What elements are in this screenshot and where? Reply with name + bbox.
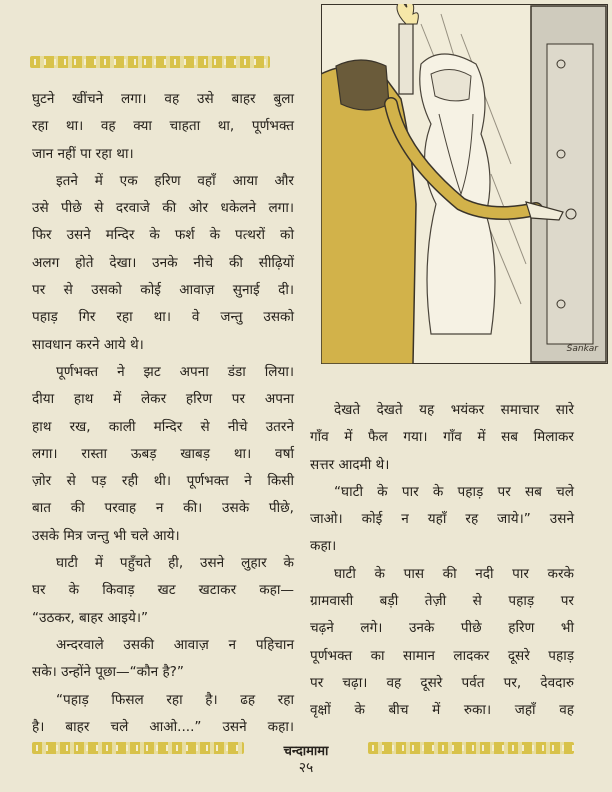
text-line: पूर्णभक्त ने झट अपना डंडा लिया। bbox=[56, 363, 294, 380]
bottom-right-decorative-border bbox=[368, 742, 574, 754]
text-line: “उठकर, बाहर आइये।” bbox=[32, 609, 149, 626]
text-line: है। बाहर चले आओ....” उसने कहा। bbox=[32, 718, 294, 735]
text-line: घाटी के पास की नदी पार करके bbox=[334, 565, 574, 582]
text-line: “पहाड़ फिसल रहा है। ढह रहा bbox=[56, 691, 294, 708]
text-line: जान नहीं पा रहा था। bbox=[32, 145, 134, 162]
text-line: बात की परवाह न की। उसके पीछे, bbox=[32, 500, 294, 517]
text-line: ग्रामवासी बड़ी तेज़ी से पहाड़ पर bbox=[310, 593, 574, 610]
magazine-title: चन्दामामा bbox=[283, 744, 329, 759]
text-line: पर चढ़ा। वह दूसरे पर्वत पर, देवदारु bbox=[310, 674, 574, 691]
text-line: वृक्षों के बीच में रुका। जहाँ वह bbox=[310, 702, 574, 719]
text-line: ज़ोर से पड़ रही थी। पूर्णभक्त ने किसी bbox=[32, 473, 294, 490]
top-decorative-border bbox=[30, 56, 270, 68]
text-line: उसे पीछे से दरवाजे की ओर धकेलने लगा। bbox=[32, 200, 294, 217]
text-line: अलग होते देखा। उनके नीचे की सीढ़ियों bbox=[32, 254, 294, 271]
story-illustration bbox=[321, 4, 608, 364]
text-line: रहा था। वह क्या चाहता था, पूर्णभक्त bbox=[32, 118, 294, 135]
text-line: “घाटी के पार के पहाड़ पर सब चले bbox=[334, 483, 574, 500]
text-line: हाथ रख, काली मन्दिर से नीचे उतरने bbox=[32, 418, 294, 435]
text-line: उसके मित्र जन्तु भी चले आये। bbox=[32, 527, 180, 544]
text-line: घाटी में पहुँचते ही, उसने लुहार के bbox=[56, 555, 294, 572]
illustrator-signature: Sankar bbox=[566, 344, 598, 354]
text-line: कहा। bbox=[310, 538, 337, 555]
right-text-column bbox=[310, 397, 574, 725]
text-line: इतने में एक हरिण वहाँ आया और bbox=[56, 172, 294, 189]
text-line: सके। उन्होंने पूछा—“कौन है?” bbox=[32, 664, 184, 681]
text-line: देखते देखते यह भयंकर समाचार सारे bbox=[334, 402, 574, 418]
text-line: लगा। रास्ता ऊबड़ खाबड़ था। वर्षा bbox=[32, 445, 294, 462]
text-line: दीया हाथ में लेकर हरिण पर अपना bbox=[32, 391, 294, 408]
text-line: घर के किवाड़ खट खटाकर कहा— bbox=[32, 582, 294, 599]
text-line: सावधान करने आये थे। bbox=[32, 336, 144, 353]
page-number: २५ bbox=[298, 760, 314, 776]
text-line: पूर्णभक्त का सामान लादकर दूसरे पहाड़ bbox=[310, 647, 574, 664]
left-text-column bbox=[32, 86, 294, 741]
text-line: फिर उसने मन्दिर के फर्श के पत्थरों को bbox=[32, 227, 294, 244]
bottom-left-decorative-border bbox=[32, 742, 244, 754]
text-line: चढ़ने लगे। उनके पीछे हरिण भी bbox=[310, 620, 574, 637]
text-line: घुटने खींचने लगा। वह उसे बाहर बुला bbox=[32, 91, 294, 107]
illustration-svg bbox=[321, 4, 608, 364]
text-line: जाओ। कोई न यहाँ रह जाये।” उसने bbox=[310, 511, 574, 528]
text-line: पर से उसको कोई आवाज़ सुनाई दी। bbox=[32, 282, 294, 299]
text-line: गाँव में फैल गया। गाँव में सब मिलाकर bbox=[310, 429, 574, 446]
text-line: सत्तर आदमी थे। bbox=[310, 456, 390, 473]
text-line: अन्दरवाले उसकी आवाज़ न पहिचान bbox=[56, 636, 294, 653]
text-line: पहाड़ गिर रहा था। वे जन्तु उसको bbox=[32, 309, 294, 326]
